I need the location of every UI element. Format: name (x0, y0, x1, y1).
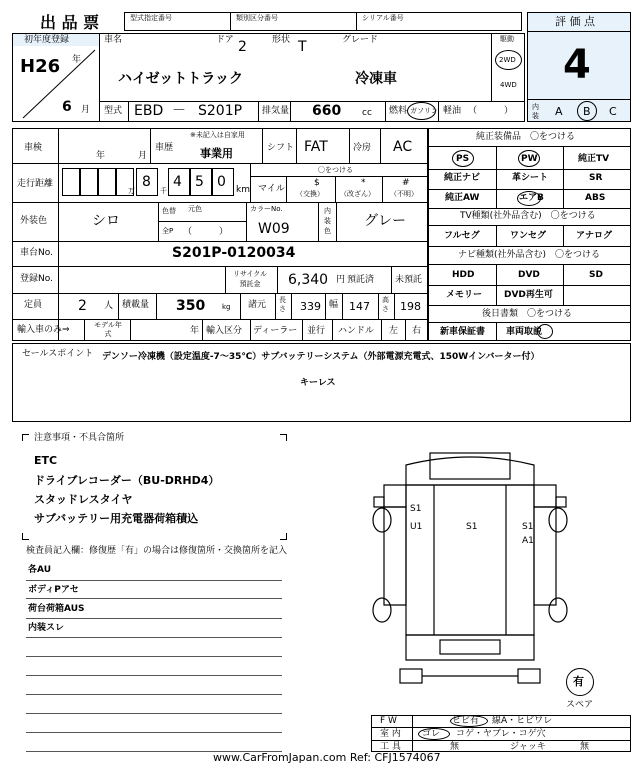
exchange-label: （交換） (296, 190, 324, 198)
color-no: W09 (258, 221, 290, 237)
width-label: 幅 (329, 300, 339, 310)
dims-label: 諸元 (248, 300, 267, 310)
all-paren: （ ） (183, 227, 229, 237)
legend-tools-value: 無 (450, 742, 460, 752)
steering-right: 右 (412, 326, 422, 336)
serial-label: シリアル番号 (362, 14, 404, 22)
inspector-item-4: 内装スレ (28, 623, 65, 633)
load: 350 (176, 298, 206, 314)
code-boxes (124, 12, 522, 31)
displacement-label: 排気量 (262, 106, 290, 116)
interior-color: グレー (364, 213, 406, 229)
type-dash: － (172, 103, 186, 119)
legend-fw-label: F W (380, 716, 397, 726)
inspector-title: 検査員記入欄：修復歴「有」の場合は修復箇所・交換箇所を記入 (26, 546, 288, 556)
displacement: 660 (312, 103, 342, 119)
import-type-label: 輸入区分 (206, 326, 243, 336)
navi-title: ナビ種類(社外品含む) 〇をつける (458, 250, 601, 260)
recycle-unit: 円 (336, 275, 346, 285)
interior-selected-circle (577, 101, 597, 121)
steering-label: ハンドル (338, 326, 375, 336)
inspector-item-1: 各AU (28, 565, 51, 575)
equip-ps: PS (456, 154, 470, 164)
name-label: 車名 (104, 35, 123, 45)
unknown-label: （不明） (390, 190, 418, 198)
model-year-label: モデル年式 (94, 321, 122, 338)
undeposited: 未預託 (395, 275, 423, 285)
tv-fullseg: フルセグ (444, 231, 480, 241)
light-oil-label: 軽油 (443, 106, 462, 116)
mileage-digit-2: 5 (195, 174, 204, 190)
mileage-digit-3: 0 (217, 174, 226, 190)
diagram-center-mark: S1 (466, 522, 478, 532)
equip-leather: 革シート (512, 173, 549, 183)
notes-title: 注意事項・不具合箇所 (34, 433, 125, 443)
fuel-label: 燃料 (389, 106, 408, 116)
footer-watermark: www.CarFromJapan.com Ref: CFJ1574067 (213, 751, 441, 764)
history-note: ※未記入は自家用 (190, 131, 245, 139)
equip-sr: SR (589, 173, 603, 183)
model-code-label: 型式指定番号 (130, 14, 172, 22)
equip-abs: ABS (585, 193, 606, 203)
docs-manual: 車両取説 (506, 327, 543, 337)
circle-note: 〇をつける (318, 166, 353, 174)
diagram-left-mark-1: S1 (410, 504, 422, 514)
steering-left: 左 (389, 326, 399, 336)
height: 198 (400, 300, 421, 313)
month: 6 (62, 99, 72, 115)
diagram-right-mark-2: A1 (522, 536, 534, 546)
paren: （ ） (468, 106, 514, 116)
shape: T (298, 39, 307, 55)
color-no-label: カラーNo. (250, 205, 283, 213)
month-unit: 月 (81, 105, 91, 115)
note-item-2: ドライブレコーダー（BU-DRHD4） (34, 474, 220, 487)
color-label: 外装色 (20, 216, 48, 226)
modified-label: （改ざん） (340, 190, 375, 198)
capacity-label: 定員 (24, 300, 43, 310)
spare-label: スペア (566, 700, 594, 710)
capacity: 2 (78, 298, 87, 314)
type-prefix: EBD (134, 103, 164, 119)
inspection-month-unit: 月 (138, 151, 148, 161)
mileage-man: 8 (142, 174, 151, 190)
first-reg-label: 初年度登録 (24, 35, 70, 45)
width: 147 (349, 300, 370, 313)
drive-label: 駆動 (500, 35, 514, 43)
chassis-label: 車台No. (20, 248, 53, 258)
history: 事業用 (200, 147, 233, 160)
selling-point-2: キーレス (300, 378, 336, 388)
navi-sd: SD (589, 270, 603, 280)
mileage-digit-1: 4 (173, 174, 182, 190)
dealer-label: ディーラー (253, 326, 298, 336)
vehicle-name: ハイゼットトラック (118, 71, 244, 87)
shift: FAT (304, 139, 328, 155)
all-label: 全P (162, 227, 174, 235)
interior-option-a: A (555, 105, 563, 118)
legend-interior-label: 室 内 (380, 729, 401, 739)
chassis: S201P-0120034 (172, 245, 296, 261)
history-label: 車歴 (155, 143, 174, 153)
doors: 2 (238, 39, 247, 55)
diagram-left-mark-2: U1 (410, 522, 423, 532)
height-label: 高さ (382, 296, 389, 313)
docs-title: 後日書類 〇をつける (482, 309, 573, 319)
kg-unit: kg (222, 303, 231, 311)
ac: AC (393, 139, 413, 155)
truck-damage-diagram (370, 445, 570, 695)
reg-no-label: 登録No. (20, 274, 53, 284)
genuine-title: 純正装備品 〇をつける (476, 132, 576, 142)
category-label: 類別区分番号 (236, 14, 278, 22)
mileage-label: 走行距離 (17, 179, 54, 189)
legend-jack-label: ジャッキ (510, 742, 546, 752)
vehicle-grade: 冷凍車 (355, 71, 397, 87)
shift-label: シフト (267, 143, 295, 153)
equip-aw: 純正AW (445, 193, 480, 203)
model-year-unit: 年 (190, 326, 200, 336)
interior-option-b: B (583, 105, 591, 118)
color-change-label: 色替 (162, 207, 176, 215)
shape-label: 形状 (272, 35, 291, 45)
drive-4wd: 4WD (500, 81, 517, 89)
person-unit: 人 (104, 301, 114, 311)
ac-label: 冷房 (353, 143, 372, 153)
length-label: 長さ (279, 296, 286, 313)
equip-tv: 純正TV (578, 154, 610, 164)
load-label: 積載量 (122, 300, 150, 310)
parallel-label: 並行 (307, 326, 326, 336)
cc-unit: cc (362, 108, 372, 118)
mile-label: マイル (258, 184, 285, 194)
modified-sym: * (361, 178, 366, 188)
note-item-4: サブバッテリー用充電器荷箱積込 (34, 512, 199, 525)
selling-point-1: デンソー冷凍機（設定温度-7～35℃）サブバッテリーシステム（外部電源充電式、150Wインバーター付） (102, 352, 540, 362)
diagram-right-mark-1: S1 (522, 522, 534, 532)
sen-unit: 千 (160, 187, 167, 195)
type-label: 型式 (104, 106, 123, 116)
spare-value: 有 (573, 675, 584, 688)
km-unit: km (236, 185, 250, 195)
unknown-sym: # (402, 178, 410, 188)
equip-navi: 純正ナビ (444, 173, 481, 183)
inspector-item-3: 荷台荷箱AUS (28, 604, 85, 614)
legend-fw-desc: 線A・ヒビワレ (492, 716, 553, 726)
tv-title: TV種類(社外品含む) 〇をつける (460, 211, 596, 221)
equip-airbag: エアB (519, 193, 544, 203)
docs-warranty: 新車保証書 (440, 327, 486, 337)
inspection-year-unit: 年 (96, 151, 106, 161)
length: 339 (300, 300, 321, 313)
color: シロ (92, 213, 120, 229)
grade-label: グレード (342, 35, 379, 45)
score-value: 4 (563, 42, 591, 88)
tv-oneseg: ワンセグ (510, 231, 547, 241)
exchange-sym: $ (314, 178, 320, 188)
navi-dvd-play: DVD再生可 (504, 290, 553, 300)
legend-interior-mark: ゴレ (422, 729, 441, 739)
legend-interior-desc: コゲ・ヤブレ・コゲ穴 (456, 729, 546, 739)
inspection-label: 車検 (24, 143, 43, 153)
navi-memory: メモリー (446, 290, 483, 300)
note-item-3: スタッドレスタイヤ (34, 493, 133, 506)
tv-analog: アナログ (576, 231, 613, 241)
page-title: 出 品 票 (40, 13, 100, 32)
deposited: 預託済 (347, 275, 375, 285)
era-year: H26 (20, 56, 61, 77)
legend-tools-label: 工 具 (380, 742, 401, 752)
interior-color-label: 内装色 (324, 207, 331, 235)
year-unit: 年 (72, 55, 82, 65)
note-item-1: ETC (34, 454, 58, 467)
doors-label: ドア (216, 35, 234, 45)
navi-dvd: DVD (518, 270, 540, 280)
fuel: ガソリン (410, 107, 438, 115)
inspector-item-2: ボディPアセ (28, 585, 79, 595)
equip-pw: PW (521, 154, 538, 164)
original-color-label: 元色 (188, 205, 202, 213)
recycle-label: リサイクル預託金 (232, 270, 268, 288)
man-unit: 万 (128, 187, 135, 195)
score-label: 評 価 点 (555, 15, 595, 28)
interior-score-label: 内装 (532, 103, 539, 120)
navi-hdd: HDD (452, 270, 475, 280)
selling-points-label: セールスポイント (22, 349, 94, 359)
recycle: 6,340 (288, 272, 329, 288)
drive-2wd: 2WD (499, 56, 516, 64)
interior-option-c: C (609, 105, 617, 118)
import-label: 輸入車のみ⇒ (17, 325, 70, 335)
legend-fw-cracked: ヒビ有 (452, 716, 480, 726)
type-code: S201P (198, 103, 243, 119)
legend-jack-value: 無 (580, 742, 590, 752)
